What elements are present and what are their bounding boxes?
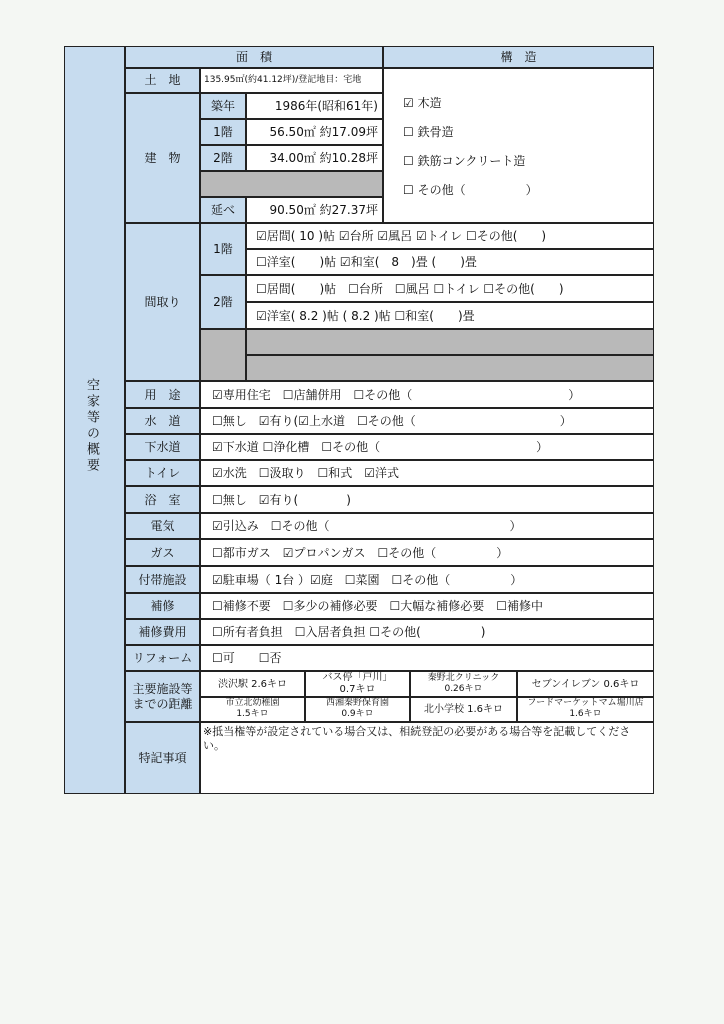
layout-floor1-line2: ☐洋室( )帖 ☑和室( 8 )畳 ( )畳	[256, 255, 477, 269]
header-area: 面 積	[235, 50, 272, 64]
row-label: 浴 室	[144, 492, 181, 507]
built-year-label: 築年	[210, 99, 235, 113]
built-year-value: 1986年(昭和61年)	[274, 99, 378, 113]
row-label: 補修費用	[138, 625, 187, 639]
row-value[interactable]: ☐都市ガス ☑プロパンガス ☐その他（ ）	[212, 545, 509, 560]
layout-floor2-label: 2階	[213, 295, 233, 309]
facility-nursery-name: 西湘秦野保育園	[325, 698, 389, 708]
facility-shibusawa-station: 渋沢駅 2.6キロ	[217, 679, 288, 690]
row-value[interactable]: ☐可 ☐否	[212, 651, 282, 665]
row-label: 補修	[150, 599, 175, 613]
layout-floor1-label: 1階	[213, 242, 233, 256]
side-label: 空家等の概要	[84, 378, 99, 474]
floor2-area-value: 34.00㎡ 約10.28坪	[269, 151, 378, 165]
total-area-value: 90.50㎡ 約27.37坪	[269, 203, 378, 217]
structure-option-rc[interactable]: ☐ 鉄筋コンクリート造	[403, 154, 526, 168]
row-label: トイレ	[144, 466, 181, 480]
remarks-note-line2: い。	[203, 739, 225, 752]
row-value[interactable]: ☑水洗 ☐汲取り ☐和式 ☑洋式	[212, 466, 400, 480]
facilities-label-line1: 主要施設等	[132, 682, 193, 696]
row-label: 下水道	[144, 440, 181, 454]
facility-kindergarten-name: 市立北幼稚園	[225, 698, 280, 708]
structure-option-steel[interactable]: ☐ 鉄骨造	[403, 125, 454, 139]
row-value[interactable]: ☐補修不要 ☐多少の補修必要 ☐大幅な補修必要 ☐補修中	[212, 599, 544, 613]
facility-bus-stop-name: バス停「戸川」	[322, 672, 393, 683]
remarks-note-line1: ※抵当権等が設定されている場合又は、相続登記の必要がある場合等を記載してくださ	[203, 725, 631, 738]
row-value[interactable]: ☐所有者負担 ☐入居者負担 ☐その他( )	[212, 625, 486, 639]
facility-supermarket-name: フードマーケットマム堀川店	[527, 698, 644, 708]
structure-cell	[383, 68, 654, 223]
facility-elementary-school: 北小学校 1.6キロ	[423, 704, 504, 715]
floor1-area-value: 56.50㎡ 約17.09坪	[269, 125, 378, 139]
layout-label: 間取り	[144, 295, 181, 309]
row-label: リフォーム	[132, 651, 193, 665]
row-value[interactable]: ☐無し ☑有り(☑上水道 ☐その他（ ）	[212, 414, 572, 428]
row-value[interactable]: ☑下水道 ☐浄化槽 ☐その他（ ）	[212, 440, 549, 454]
row-value[interactable]: ☑専用住宅 ☐店舗併用 ☐その他（ ）	[212, 387, 581, 402]
facility-clinic-name: 秦野北クリニック	[427, 673, 500, 683]
facility-kindergarten-distance: 1.5キロ	[236, 709, 269, 719]
layout-blank-line	[246, 329, 654, 355]
facility-nursery-distance: 0.9キロ	[341, 709, 374, 719]
row-value[interactable]: ☑引込み ☐その他（ ）	[212, 519, 522, 533]
land-label: 土 地	[144, 73, 181, 87]
total-area-label: 延べ	[210, 203, 235, 217]
facilities-label-line2: までの距離	[132, 697, 193, 711]
row-value[interactable]: ☑駐車場（ 1台 ）☑庭 ☐菜園 ☐その他（ ）	[212, 572, 523, 587]
row-value[interactable]: ☐無し ☑有り( )	[212, 492, 351, 507]
remarks-label: 特記事項	[138, 751, 187, 765]
row-label: 水 道	[144, 414, 181, 428]
facility-seven-eleven: セブンイレブン 0.6キロ	[531, 679, 640, 690]
floor2-area-label: 2階	[213, 151, 233, 165]
structure-option-other[interactable]: ☐ その他（ ）	[403, 183, 538, 197]
facility-bus-stop-distance: 0.7キロ	[339, 684, 376, 695]
floor1-area-label: 1階	[213, 125, 233, 139]
row-label: 電気	[150, 519, 175, 533]
layout-blank-cell	[200, 329, 246, 381]
building-row-blank-cell	[200, 171, 383, 197]
header-structure: 構 造	[500, 50, 537, 64]
facility-clinic-distance: 0.26キロ	[444, 684, 483, 694]
layout-floor2-line2: ☑洋室( 8.2 )帖 ( 8.2 )帖 ☐和室( )畳	[256, 309, 475, 323]
structure-option-wood[interactable]: ☑ 木造	[403, 96, 442, 110]
layout-blank-line	[246, 355, 654, 381]
land-value: 135.95㎡(約41.12坪)/登記地目：宅地	[204, 75, 362, 85]
row-label: ガス	[150, 545, 175, 560]
layout-floor1-line1: ☑居間( 10 )帖 ☑台所 ☑風呂 ☑トイレ ☐その他( )	[256, 229, 547, 243]
layout-floor2-line1: ☐居間( )帖 ☐台所 ☐風呂 ☐トイレ ☐その他( )	[256, 282, 564, 296]
building-label: 建 物	[144, 151, 181, 165]
facility-supermarket-distance: 1.6キロ	[569, 709, 602, 719]
row-label: 付帯施設	[138, 572, 187, 587]
row-label: 用 途	[144, 387, 181, 402]
